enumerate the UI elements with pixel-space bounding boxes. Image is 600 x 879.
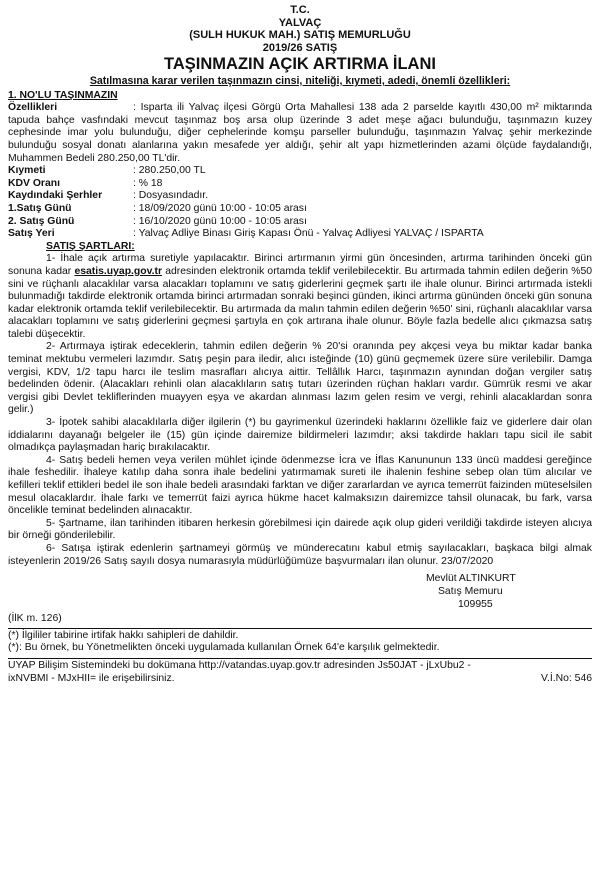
field-kdv [8,178,592,191]
field-label-first-sale: 1.Satış Günü [8,202,72,214]
header-office: (SULH HUKUK MAH.) SATIŞ MEMURLUĞU [189,29,411,41]
footer-row [8,673,592,686]
page-title: TAŞINMAZIN AÇIK ARTIRMA İLANI [164,55,436,73]
sale-term-1-b: adresinden elektronik ortamda teklif verilebilecektir. Bu artırmada tahmin edilen değerin %50 sini ve rüçhanlı alacaklılar varsa alacakları toplamını ve satış giderlerini geçmek şartı ile ihale olunur. Birinci artırmada istekli bulunmadığı takdirde elektronik ortamda birinci artırmadan sonraki beşinci günden, ikinci artırma gününden önceki gün sonuna kadar elektronik ortamda teklif verilebilecektir. Bu artırmada da malın tahmin edilen değerin %50' sini, rüçhanlı alacaklılar varsa alacakları toplamını ve satış giderlerini geçmesi şartıyla en çok artırana ihale olunur. Böyle fazla bedelle alıcı çıkmazsa satış talebi düşecektir. [8,265,592,340]
field-value-sale-location: : Yalvaç Adliye Binası Giriş Kapası Önü - Yalvaç Adliyesi YALVAÇ / ISPARTA [133,228,484,240]
field-value-kiymeti: : 280.250,00 TL [133,165,206,177]
footnote-2: (*): Bu örnek, bu Yönetmelikten önceki uygulamada kullanılan Örnek 64'e karşılık gelmektedir. [8,642,440,654]
sale-term-1-a: 1- İhale açık artırma suretiyle yapılacaktır. Birinci artırmanın yirmi gün öncesinden, artırma tarihinden önceki gün sonuna kadar [8,253,592,277]
field-sale-location [8,228,592,241]
sale-terms-title: SATIŞ ŞARTLARI: [46,240,135,252]
sale-term-2: 2- Artırmaya iştirak edeceklerin, tahmin edilen değerin % 20'si oranında pey akçesi veya bu miktar kadar banka teminat mektubu vermeleri lazımdır. Satış peşin para iledir, alıcı isteğinde (10) günü geçmemek üzere süre verilebilir. Damga vergisi, KDV, 1/2 tapu harcı ile teslim masrafları alıcıya aittir. Tellâllık Harcı, taşınmazın aynından doğan vergiler satış bedelinden ödenir. (Alacakları rehinli olan alacaklıların satış tutarı üzerinden rüçhan hakları vardır. Gümrük resmi ve akar vergisi gibi Devlet tekliflerinden muayyen eşya ve akardan alınması lazım gelen resim ve vergi, rehinli alacaklardan sonra gelir.) [8,341,592,416]
sale-term-5: 5- Şartname, ilan tarihinden itibaren herkesin görebilmesi için dairede açık olup gideri verildiği takdirde isteyen alıcıya bir örneği gönderilebilir. [8,517,592,542]
field-value-first-sale: : 18/09/2020 günü 10:00 - 10:05 arası [133,202,307,214]
header-tc: T.C. [290,4,310,16]
field-label-kiymeti: Kıymeti [8,165,46,177]
uyap-footer [8,658,592,685]
field-label-second-sale: 2. Satış Günü [8,215,75,227]
esatis-link[interactable]: esatis.uyap.gov.tr [74,265,163,277]
document-page [8,0,592,685]
section-title-property-1: 1. NO'LU TAŞINMAZIN [8,89,118,101]
field-label-kdv: KDV Oranı [8,177,60,189]
signature-block [426,572,592,611]
property-features [8,102,592,165]
header-town: YALVAÇ [278,16,322,29]
signature-number: 109955 [458,599,493,611]
field-label-serhler: Kaydındaki Şerhler [8,190,103,202]
features-value: : Isparta ili Yalvaç ilçesi Görgü Orta Mahallesi 138 ada 2 parselde kayıtlı 430,00 m² miktarında tapuda bahçe vasfındaki mevcut taşınmaz boş arsa olup üzerinde 3 adet meşe ağacı bulunduğu, taşınmazın kuzey cephesinde imar yolu bulunduğu, diğer cephelerinde komşu parseller bulunduğu, taşınmazın Yalvaç şehir merkezinde bulunduğu sosyal donatı alanlarına yakın mesafede yer aldığı, şehir alt yapı hizmetlerinden azami ölçüde faydalandığı, Muhammen Bedeli 280.250,00 TL'dir. [8,102,592,164]
field-value [8,165,592,178]
footnote-1: (*) İlgililer tabirine irtifak hakkı sahipleri de dahildir. [8,629,239,641]
footer-line-2: ixNVBMI - MJxHII= ile erişebilirsiniz. [8,672,175,684]
sale-term-1 [8,253,592,341]
footnotes [8,628,592,655]
header-file-number: 2019/26 SATIŞ [262,41,338,54]
field-value-second-sale: : 16/10/2020 günü 10:00 - 10:05 arası [133,215,307,227]
sale-term-4: 4- Satış bedeli hemen veya verilen mühlet içinde ödenmezse İcra ve İflas Kanununun 133 üncü maddesi gereğince ihale feshedilir. İhaleye katılıp daha sonra ihale bedelini yatırmamak sureti ile ihalenin feshine sebep olan tüm alıcılar ve kefilleri teklif ettikleri bedel ile son ihale bedeli arasındaki farktan ve diğer zararlardan ve ayrıca temerrüt faizinden müteselsilen mesul olacaklardır. İhale farkı ve temerrüt faizi ayrıca hükme hacet kalmaksızın dairemizce tahsil olunacak, bu fark, varsa öncelikle teminat bedelinden alınacaktır. [8,454,592,517]
field-value-serhler: : Dosyasındadır. [133,190,209,202]
ilk-reference: (İlK m. 126) [8,613,62,625]
features-label: Özellikleri [8,102,58,114]
sale-term-6: 6- Satışa iştirak edenlerin şartnameyi görmüş ve münderecatını kabul etmiş sayılacakları, başkaca bilgi almak isteyenlerin 2019/26 Satış sayılı dosya numarasıyla müdürlüğümüze başvurmaları ilan olunur. 23/07/2020 [8,542,592,567]
field-label-sale-location: Satış Yeri [8,228,55,240]
sale-term-3: 3- İpotek sahibi alacaklılarla diğer ilgilerin (*) bu gayrimenkul üzerindeki haklarını özellikle faiz ve giderlere dair olan iddialarını dayanağı belgeler ile (15) gün içinde dairemize bildirmeleri lazımdır; aksi takdirde hakları tapu sicil ile sabit olmadıkça paylaşmadan hariç bırakılacaktır. [8,417,592,454]
signature-title: Satış Memuru [438,586,503,598]
footer-line-1: UYAP Bilişim Sistemindeki bu dokümana http://vatandas.uyap.gov.tr adresinden Js50JAT - jLxUbu2 - [8,659,471,671]
signature-name: Mevlüt ALTINKURT [426,573,516,585]
notice-number: V.İ.No: 546 [540,672,592,684]
field-second-sale-date [8,216,592,229]
page-subtitle: Satılmasına karar verilen taşınmazın cinsi, niteliği, kıymeti, adedi, önemli özellikleri: [89,75,511,87]
field-value-kdv: : % 18 [133,177,163,189]
field-serhler [8,190,592,203]
field-first-sale-date [8,203,592,216]
